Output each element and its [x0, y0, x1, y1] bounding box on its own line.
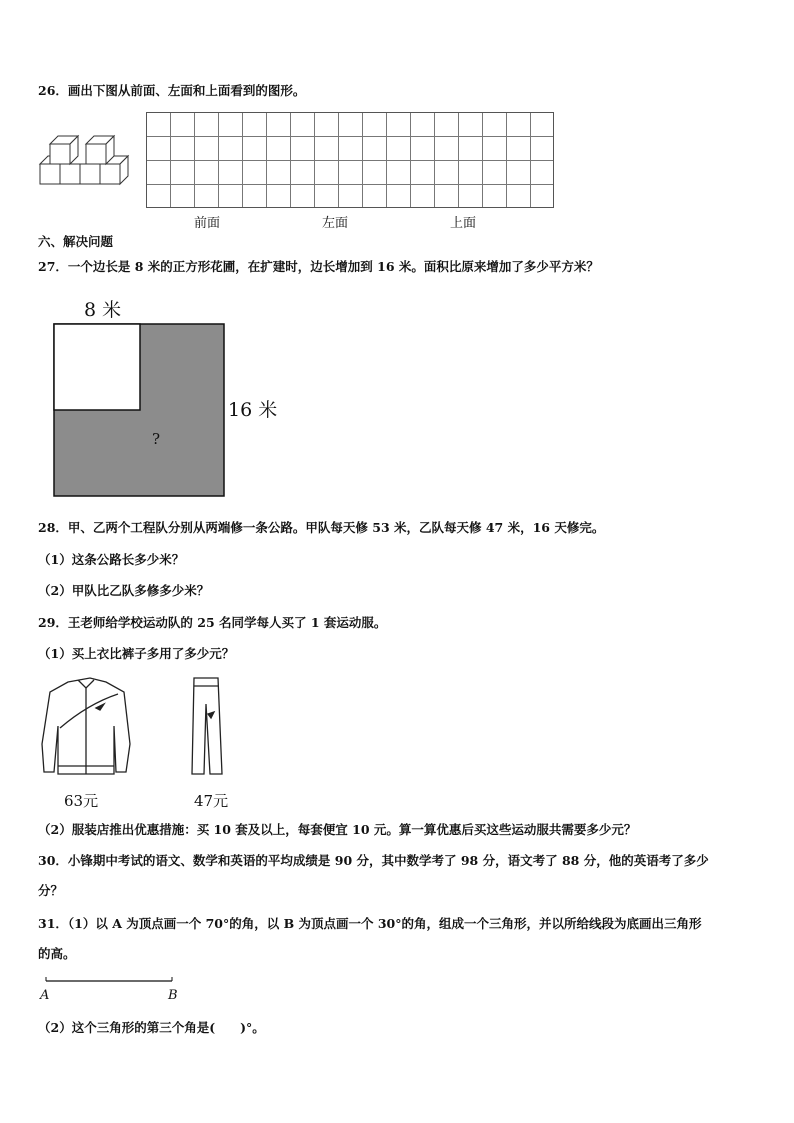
small-side-label: 8 米: [84, 299, 122, 321]
q30-text-line1: 30．小锋期中考试的语文、数学和英语的平均成绩是 90 分，其中数学考了 98 分，语文考了 88 分，他的英语考了多少: [38, 853, 709, 868]
big-side-label: 16 米: [228, 399, 278, 421]
point-a-label: A: [40, 988, 50, 1003]
pants-icon: [192, 678, 222, 774]
q26-text: 26．画出下图从前面、左面和上面看到的图形。: [38, 83, 306, 98]
q31-sub2: （2）这个三角形的第三个角是( )°。: [38, 1020, 265, 1035]
drawing-grid[interactable]: [146, 112, 554, 208]
q30-text-line2: 分？: [38, 883, 64, 898]
q31-text-line1: 31．（1）以 A 为顶点画一个 70°的角，以 B 为顶点画一个 30°的角，组成一个三角形，并以所给线段为底画出三角形: [38, 916, 702, 931]
section-title: 六、解决问题: [38, 234, 114, 249]
cube-stack-figure: [38, 130, 130, 188]
grid-label-left: 左面: [322, 216, 349, 231]
q31-text-line2: 的高。: [38, 946, 76, 961]
q29-sub1: （1）买上衣比裤子多用了多少元？: [38, 646, 235, 661]
q28-sub1: （1）这条公路长多少米？: [38, 552, 185, 567]
point-b-label: B: [168, 988, 178, 1003]
q29-sub2: （2）服装店推出优惠措施：买 10 套及以上，每套便宜 10 元。算一算优惠后买这些运动服共需要多少元？: [38, 822, 637, 837]
pants-price: 47元: [194, 792, 229, 810]
grid-label-top: 上面: [450, 216, 477, 231]
square-garden-figure: [50, 294, 290, 500]
grid-label-front: 前面: [194, 216, 221, 231]
q29-text: 29．王老师给学校运动队的 25 名同学每人买了 1 套运动服。: [38, 615, 387, 630]
clothing-figure: [38, 674, 248, 814]
q28-sub2: （2）甲队比乙队多修多少米？: [38, 583, 210, 598]
jacket-icon: [42, 678, 130, 774]
jacket-price: 63元: [64, 792, 99, 810]
q28-text: 28．甲、乙两个工程队分别从两端修一条公路。甲队每天修 53 米，乙队每天修 47 米，16 天修完。: [38, 520, 605, 535]
q27-text: 27．一个边长是 8 米的正方形花圃，在扩建时，边长增加到 16 米。面积比原来增加了多少平方米？: [38, 259, 599, 274]
segment-ab[interactable]: [38, 975, 188, 1005]
question-mark: ?: [152, 430, 161, 448]
